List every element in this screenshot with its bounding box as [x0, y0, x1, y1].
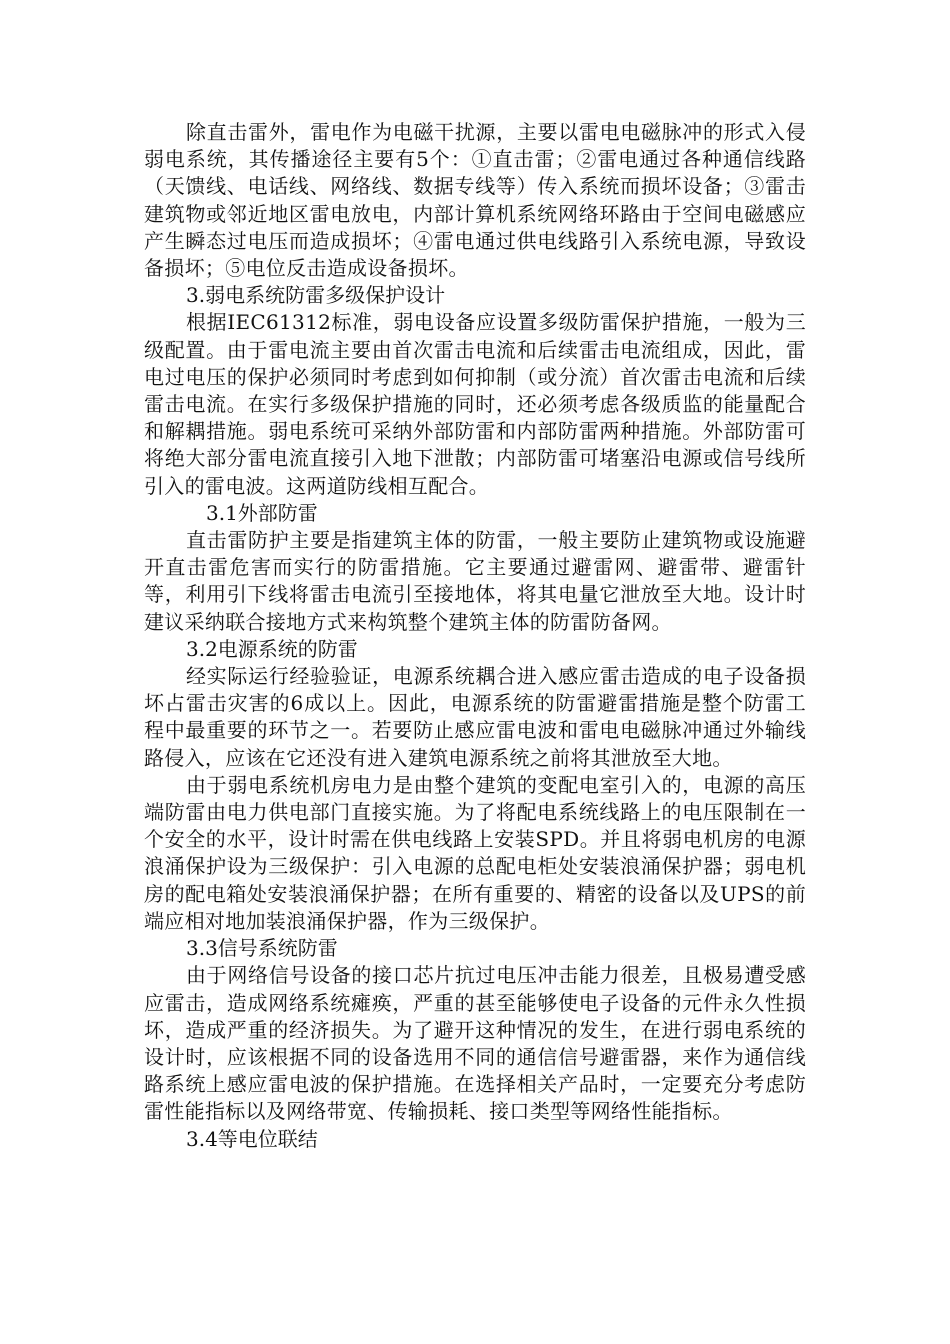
- paragraph-lightning-intrusion-paths: 除直击雷外，雷电作为电磁干扰源，主要以雷电电磁脉冲的形式入侵弱电系统，其传播途径主要有5个：①直击雷；②雷电通过各种通信线路（天馈线、电话线、网络线、数据专线等）传入系统而损坏设备；③雷击建筑物或邻近地区雷电放电，内部计算机系统网络环路由于空间电磁感应产生瞬态过电压而造成损坏；④雷电通过供电线路引入系统电源，导致设备损坏；⑤电位反击造成设备损坏。: [144, 120, 806, 281]
- paragraph-power-system-protection: 经实际运行经验验证，电源系统耦合进入感应雷击造成的电子设备损坏占雷击灾害的6成以上。因此，电源系统的防雷避雷措施是整个防雷工程中最重要的环节之一。若要防止感应雷电波和雷电电磁脉冲通过外输线路侵入，应该在它还没有进入建筑电源系统之前将其泄放至大地。: [144, 664, 806, 770]
- paragraph-signal-protection: 由于网络信号设备的接口芯片抗过电压冲击能力很差，且极易遭受感应雷击，造成网络系统瘫痪，严重的甚至能够使电子设备的元件永久性损坏，造成严重的经济损失。为了避开这种情况的发生，在进行弱电系统的设计时，应该根据不同的设备选用不同的通信信号避雷器，来作为通信线路系统上感应雷电波的保护措施。在选择相关产品时，一定要充分考虑防雷性能指标以及网络带宽、传输损耗、接口类型等网络性能指标。: [144, 963, 806, 1124]
- section-heading-3: 3.弱电系统防雷多级保护设计: [186, 283, 446, 308]
- section-heading-3-1: 3.1外部防雷: [206, 500, 318, 525]
- document-page: [144, 119, 806, 1153]
- section-heading-3-4: 3.4等电位联结: [186, 1126, 318, 1151]
- paragraph-multilevel-protection: 根据IEC61312标准，弱电设备应设置多级防雷保护措施，一般为三级配置。由于雷电流主要由首次雷击电流和后续雷击电流组成，因此，雷电过电压的保护必须同时考虑到如何抑制（或分流）首次雷击电流和后续雷击电流。在实行多级保护措施的同时，还必须考虑各级质监的能量配合和解耦措施。弱电系统可采纳外部防雷和内部防雷两种措施。外部防雷可将绝大部分雷电流直接引入地下泄散；内部防雷可堵塞沿电源或信号线所引入的雷电波。这两道防线相互配合。: [144, 310, 806, 498]
- section-heading-3-3: 3.3信号系统防雷: [186, 936, 338, 961]
- section-heading-3-2: 3.2电源系统的防雷: [186, 636, 358, 661]
- paragraph-external-protection: 直击雷防护主要是指建筑主体的防雷，一般主要防止建筑物或设施避开直击雷危害而实行的防雷措施。它主要通过避雷网、避雷带、避雷针等，利用引下线将雷击电流引至接地体，将其电量它泄放至大地。设计时建议采纳联合接地方式来构筑整个建筑主体的防雷防备网。: [144, 528, 806, 634]
- paragraph-surge-protection: 由于弱电系统机房电力是由整个建筑的变配电室引入的，电源的高压端防雷由电力供电部门直接实施。为了将配电系统线路上的电压限制在一个安全的水平，设计时需在供电线路上安装SPD。并且将弱电机房的电源浪涌保护设为三级保护：引入电源的总配电柜处安装浪涌保护器；弱电机房的配电箱处安装浪涌保护器；在所有重要的、精密的设备以及UPS的前端应相对地加装浪涌保护器，作为三级保护。: [144, 772, 806, 933]
